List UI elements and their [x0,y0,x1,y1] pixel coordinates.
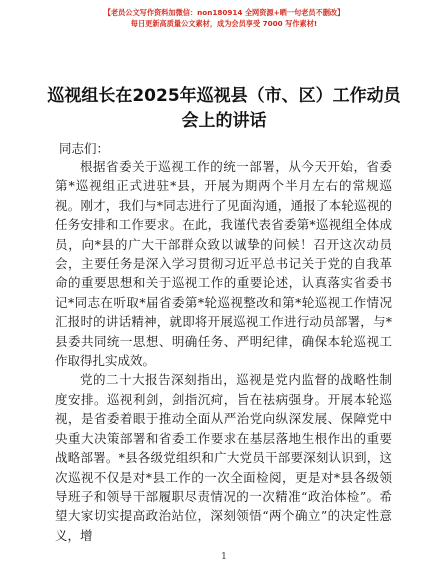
salutation: 同志们： [59,141,110,156]
header-banner [0,7,448,29]
document-body [55,157,392,545]
page-number: 1 [221,552,227,562]
paragraph: 根据省委关于巡视工作的统一部署，从今天开始，省委第*巡视组正式进驻*县，开展为期两个半月左右的常规巡视。刚才，我们与*同志进行了见面沟通，通报了本轮巡视的任务安排和工作要求。在此，我谨代表省委第*巡视组全体成员，向*县的广大干部群众致以诚挚的问候！召开这次动员会，主要任务是深入学习贯彻习近平总书记关于党的自我革命的重要思想和关于巡视工作的重要论述，认真落实省委书记*同志在听取*届省委第*轮巡视整改和第*轮巡视工作情况汇报时的讲话精神，就即将开展巡视工作进行动员部署，与*县委共同统一思想、明确任务、严明纪律，确保本轮巡视工作取得扎实成效。 [55,159,392,369]
banner-line-2: 每日更新高质量公文素材，成为会员享受 7000 写作素材! [130,19,318,28]
paragraph: 党的二十大报告深刻指出，巡视是党内监督的战略性制度安排。巡视利剑，剑指沉疴，旨在祛病强身。开展本轮巡视，是省委着眼于推动全面从严治党向纵深发展、保障党中央重大决策部署和省委工作要求在基层落地生根作出的重要战略部署。*县各级党组织和广大党员干部要深刻认识到，这次巡视不仅是对*县工作的一次全面检阅，更是对*县各级领导班子和领导干部履职尽责情况的一次精准“政治体检”。希望大家切实提高政治站位，深刻领悟“两个确立”的决定性意义，增 [55,372,392,543]
document-title: 巡视组长在2025年巡视县（市、区）工作动员会上的讲话 [47,86,401,131]
banner-line-1: 【老员公文写作资料加微信：non180914 全网资源+晒一句老员不删改】 [103,8,345,17]
